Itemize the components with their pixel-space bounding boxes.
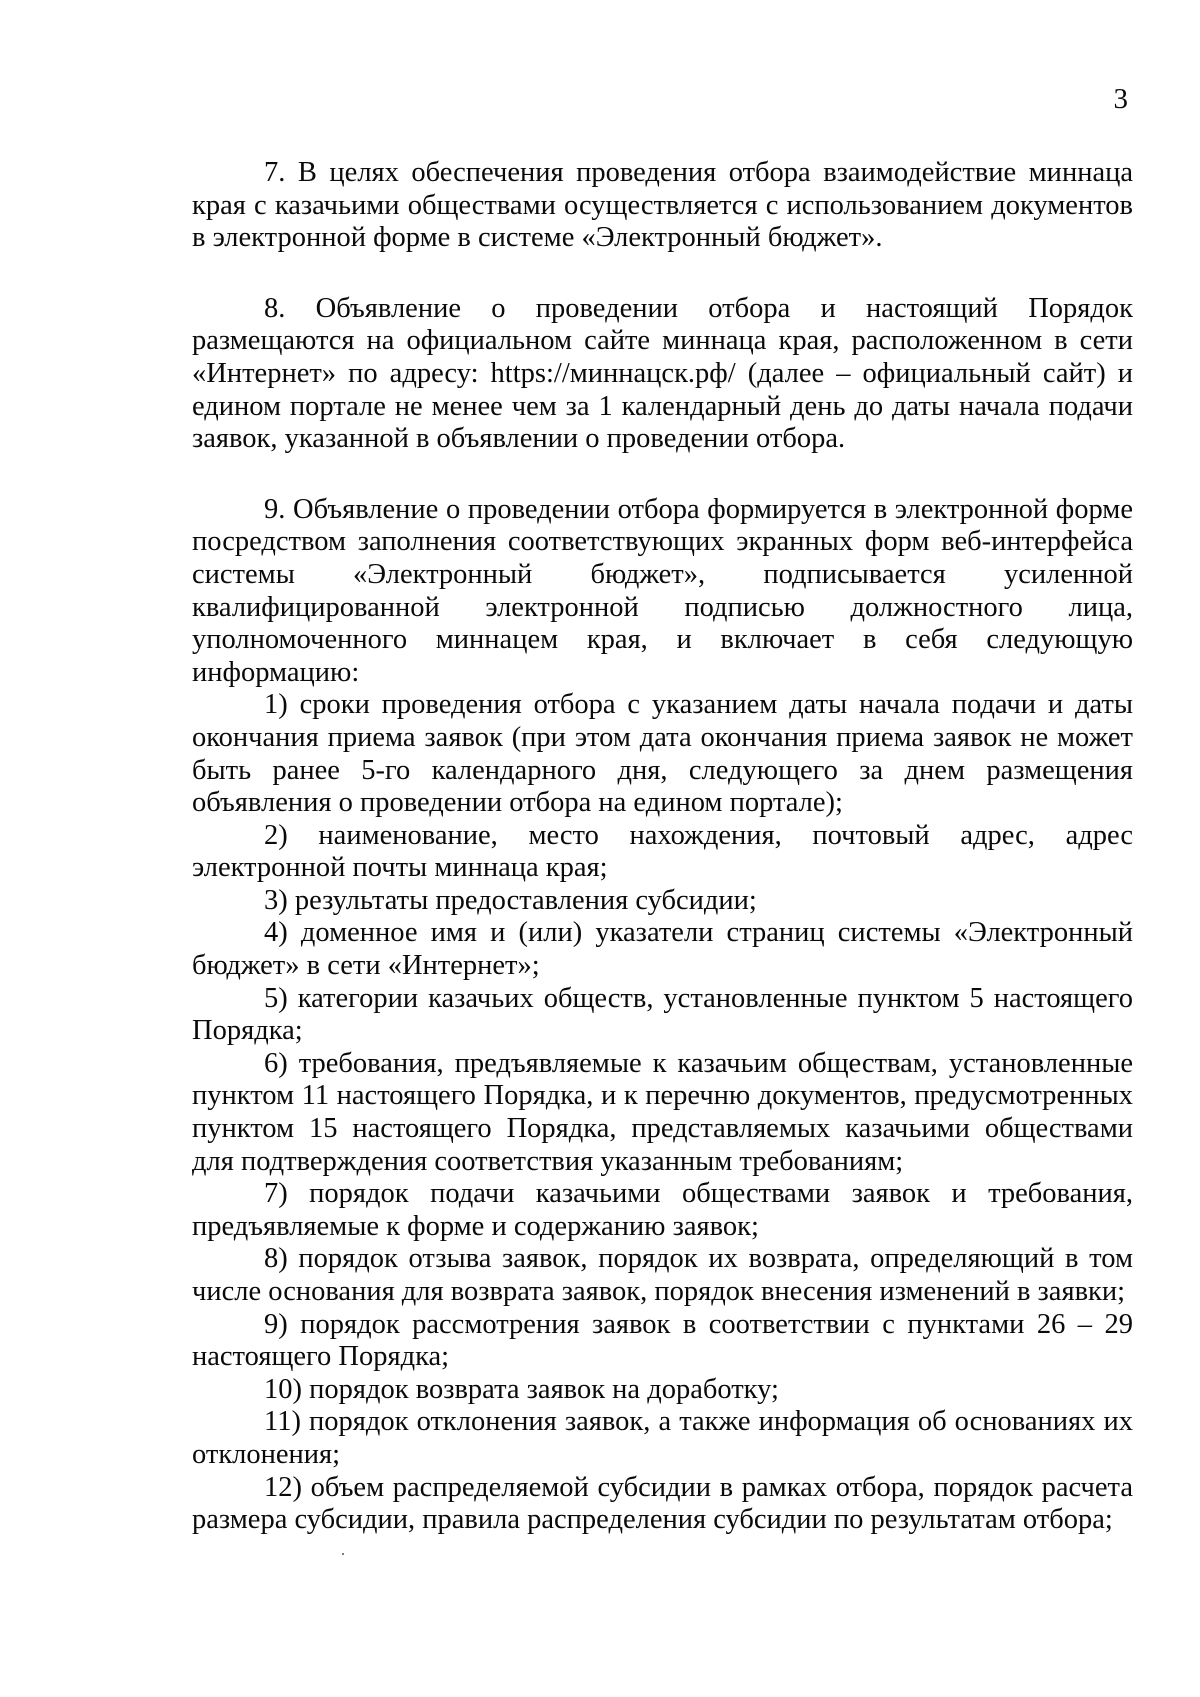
list-item-10: 10) порядок возврата заявок на доработку; <box>264 1373 779 1405</box>
list-item-8: 8) порядок отзыва заявок, порядок их возврата, определяющий в том числе основания для возврата заявок, порядок внесения изменений в заявки; <box>192 1243 1133 1307</box>
list-item-5: 5) категории казачьих обществ, установленные пунктом 5 настоящего Порядка; <box>192 982 1133 1047</box>
paragraph-7: 7. В целях обеспечения проведения отбора взаимодействие миннаца края с казачьими обществами осуществляется с использованием документов в электронной форме в системе «Электронный бюджет». <box>192 157 1133 254</box>
list-item-4: 4) доменное имя и (или) указатели страниц системы «Электронный бюджет» в сети «Интернет»; <box>192 917 1133 982</box>
paragraph-8: 8. Объявление о проведении отбора и настоящий Порядок размещаются на официальном сайте миннаца края, расположенном в сети «Интернет» по адресу: https://миннацск.рф/ (далее – официальный сайт) и едином портале не менее чем за 1 календарный день до даты начала подачи заявок, указанной в объявлении о проведении отбора. <box>192 292 1133 455</box>
list-item-3: 3) результаты предоставления субсидии; <box>264 884 757 916</box>
document-body <box>192 157 1133 1537</box>
list-item-2: 2) наименование, место нахождения, почтовый адрес, адрес электронной почты миннаца края; <box>192 819 1133 884</box>
list-item-11: 11) порядок отклонения заявок, а также информация об основаниях их отклонения; <box>192 1406 1133 1470</box>
list-item-12: 12) объем распределяемой субсидии в рамках отбора, порядок расчета размера субсидии, правила распределения субсидии по результатам отбора; <box>192 1471 1133 1536</box>
list-item-9: 9) порядок рассмотрения заявок в соответствии с пунктами 26 – 29 настоящего Порядка; <box>192 1308 1133 1373</box>
paragraph-9: 9. Объявление о проведении отбора формируется в электронной форме посредством заполнения соответствующих экранных форм веб-интерфейса системы «Электронный бюджет», подписывается усиленной квалифицированной электронной подписью должностного лица, уполномоченного миннацем края, и включает в себя следующую информацию: <box>192 493 1133 688</box>
list-item-1: 1) сроки проведения отбора с указанием даты начала подачи и даты окончания приема заявок (при этом дата окончания приема заявок не может быть ранее 5-го календарного дня, следующего за днем размещения объявления о проведении отбора на едином портале); <box>192 689 1133 819</box>
list-item-7: 7) порядок подачи казачьими обществами заявок и требования, предъявляемые к форме и содержанию заявок; <box>192 1178 1133 1242</box>
scan-speck <box>342 1553 344 1555</box>
page-number: 3 <box>1113 83 1128 115</box>
list-item-6: 6) требования, предъявляемые к казачьим обществам, установленные пунктом 11 настоящего Порядка, и к перечню документов, предусмотренных пунктом 15 настоящего Порядка, представляемых казачьими обществами для подтверждения соответствия указанным требованиям; <box>192 1047 1133 1177</box>
